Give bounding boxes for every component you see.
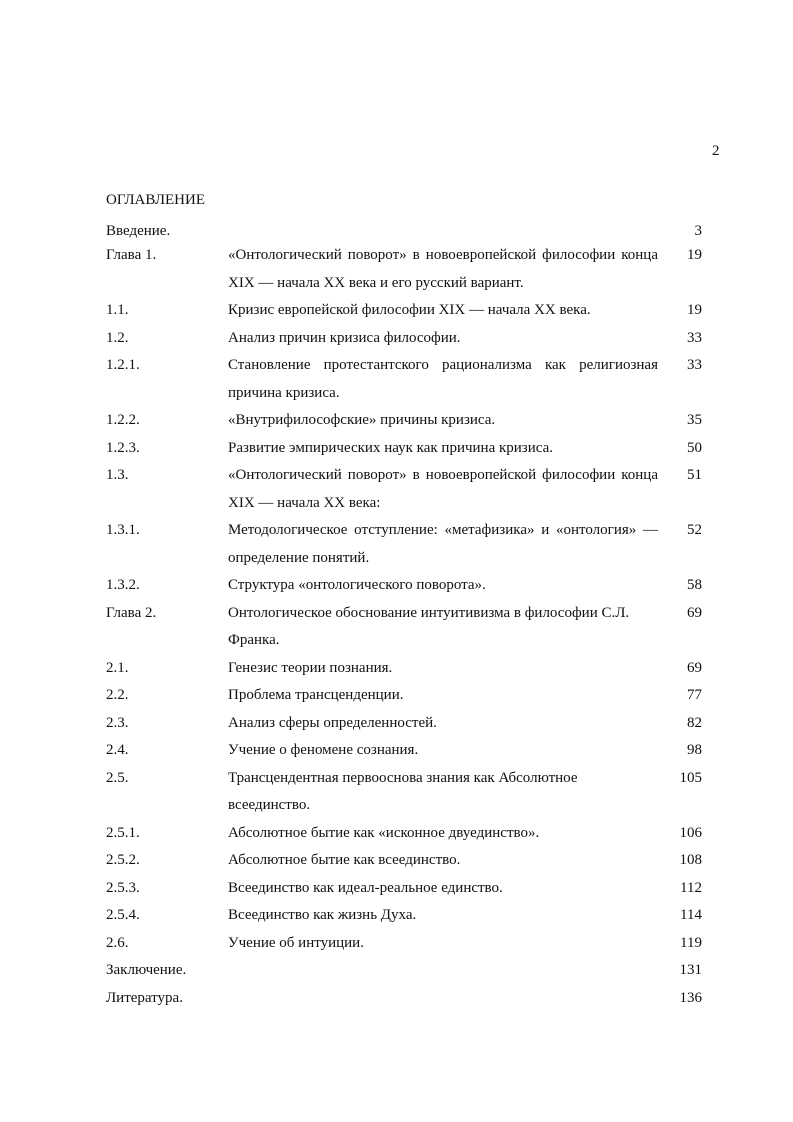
- toc-entry-number: Введение.: [106, 223, 171, 239]
- toc-entry-page: 33: [687, 329, 702, 346]
- toc-entry-title: Структура «онтологического поворота».: [228, 577, 486, 593]
- toc-entry-number: Литература.: [106, 989, 183, 1006]
- toc-entry-title: Кризис европейской философии XIX — начала XX века.: [228, 302, 591, 318]
- toc-entry-title: [228, 957, 658, 985]
- toc-entry-number: 2.5.1.: [106, 824, 140, 841]
- page-number: 2: [712, 143, 720, 159]
- toc-entry: [106, 242, 706, 297]
- toc-entry: [106, 572, 706, 600]
- toc-entry-title: Анализ причин кризиса философии.: [228, 329, 461, 346]
- toc-entry-number: 2.5.3.: [106, 879, 140, 896]
- toc-entry: [106, 407, 706, 435]
- toc-entry-page: 50: [687, 439, 702, 456]
- toc-entry-title: [228, 220, 658, 242]
- toc-entry-number: 1.3.: [106, 467, 129, 483]
- toc-entry-number: 2.3.: [106, 714, 129, 731]
- toc-entry: [106, 682, 706, 710]
- toc-entry-title: «Внутрифилософские» причины кризиса.: [228, 412, 496, 428]
- toc-entry: [106, 737, 706, 765]
- toc-entry: [106, 462, 706, 517]
- toc-entry: [106, 297, 706, 325]
- toc-entry-page: 98: [687, 742, 702, 758]
- toc-entry-number: 1.2.3.: [106, 439, 140, 456]
- toc-heading: ОГЛАВЛЕНИЕ: [106, 192, 205, 208]
- toc-entry-number: Глава 1.: [106, 247, 157, 263]
- toc-entry-page: 119: [680, 934, 702, 951]
- toc-entry-title: Методологическое отступление: «метафизика» и «онтология» — определение понятий.: [228, 522, 658, 566]
- toc-entry-page: 35: [687, 412, 702, 428]
- toc-entry: [106, 902, 706, 930]
- toc-entry: [106, 352, 706, 407]
- toc-entry-number: 2.5.4.: [106, 907, 140, 923]
- toc-entry-title: «Онтологический поворот» в новоевропейской философии конца XIX — начала XX века:: [228, 467, 658, 511]
- toc-entry-page: 19: [687, 247, 702, 263]
- toc-entry-number: Глава 2.: [106, 604, 157, 621]
- toc-entry: [106, 710, 706, 738]
- toc-entry-page: 58: [687, 577, 702, 593]
- toc-entry-number: Заключение.: [106, 962, 187, 978]
- toc-entry: [106, 600, 706, 655]
- toc-entry-page: 136: [679, 989, 702, 1006]
- toc-entry-page: 106: [679, 824, 702, 841]
- toc-entry-page: 131: [679, 962, 702, 978]
- toc-entry-number: 1.3.1.: [106, 522, 140, 538]
- toc-entry-title: [228, 985, 658, 1013]
- toc-entry-number: 1.2.: [106, 329, 129, 346]
- table-of-contents: [106, 220, 706, 1012]
- toc-entry-page: 33: [687, 357, 702, 373]
- toc-entry-page: 3: [694, 223, 702, 239]
- toc-entry-title: Генезис теории познания.: [228, 659, 393, 676]
- toc-entry-page: 77: [687, 687, 702, 703]
- toc-entry: [106, 957, 706, 985]
- toc-entry-title: Становление протестантского рационализма как религиозная причина кризиса.: [228, 357, 658, 401]
- toc-entry-title: Учение об интуиции.: [228, 934, 364, 951]
- toc-entry-page: 112: [680, 879, 702, 896]
- toc-entry-number: 2.5.: [106, 769, 129, 786]
- toc-entry: [106, 435, 706, 463]
- toc-entry-title: Абсолютное бытие как всеединство.: [228, 852, 461, 868]
- toc-entry-number: 2.4.: [106, 742, 129, 758]
- toc-entry-title: Всеединство как идеал-реальное единство.: [228, 879, 503, 896]
- toc-entry: [106, 517, 706, 572]
- toc-entry-title: Всеединство как жизнь Духа.: [228, 907, 417, 923]
- toc-entry: [106, 820, 706, 848]
- toc-entry-title: Проблема трансценденции.: [228, 687, 404, 703]
- toc-entry-title: Учение о феномене сознания.: [228, 742, 419, 758]
- toc-entry-number: 1.2.2.: [106, 412, 140, 428]
- toc-entry-number: 2.2.: [106, 687, 129, 703]
- toc-entry-number: 2.6.: [106, 934, 129, 951]
- toc-entry: [106, 985, 706, 1013]
- toc-entry-number: 2.1.: [106, 659, 129, 676]
- toc-entry: [106, 765, 706, 820]
- toc-entry-page: 69: [687, 659, 702, 676]
- toc-entry: [106, 220, 706, 242]
- toc-entry-number: 1.2.1.: [106, 357, 140, 373]
- toc-entry-page: 108: [679, 852, 702, 868]
- toc-entry-number: 2.5.2.: [106, 852, 140, 868]
- toc-entry: [106, 847, 706, 875]
- toc-entry-title: Абсолютное бытие как «исконное двуединство».: [228, 824, 540, 841]
- toc-entry-page: 69: [687, 604, 702, 621]
- toc-entry-page: 105: [679, 769, 702, 786]
- toc-entry-number: 1.1.: [106, 302, 129, 318]
- toc-entry: [106, 875, 706, 903]
- toc-entry-page: 52: [687, 522, 702, 538]
- toc-entry-page: 114: [680, 907, 702, 923]
- toc-entry: [106, 655, 706, 683]
- toc-entry-page: 19: [687, 302, 702, 318]
- toc-entry-title: Анализ сферы определенностей.: [228, 714, 437, 731]
- toc-entry: [106, 930, 706, 958]
- toc-entry: [106, 325, 706, 353]
- toc-entry-page: 51: [687, 467, 702, 483]
- toc-entry-number: 1.3.2.: [106, 577, 140, 593]
- toc-entry-title: Онтологическое обоснование интуитивизма в философии С.Л. Франка.: [228, 604, 630, 648]
- toc-entry-title: Трансцендентная первооснова знания как Абсолютное всеединство.: [228, 769, 578, 813]
- toc-entry-title: Развитие эмпирических наук как причина кризиса.: [228, 439, 553, 456]
- toc-entry-page: 82: [687, 714, 702, 731]
- toc-entry-title: «Онтологический поворот» в новоевропейской философии конца XIX — начала XX века и его русский вариант.: [228, 247, 658, 291]
